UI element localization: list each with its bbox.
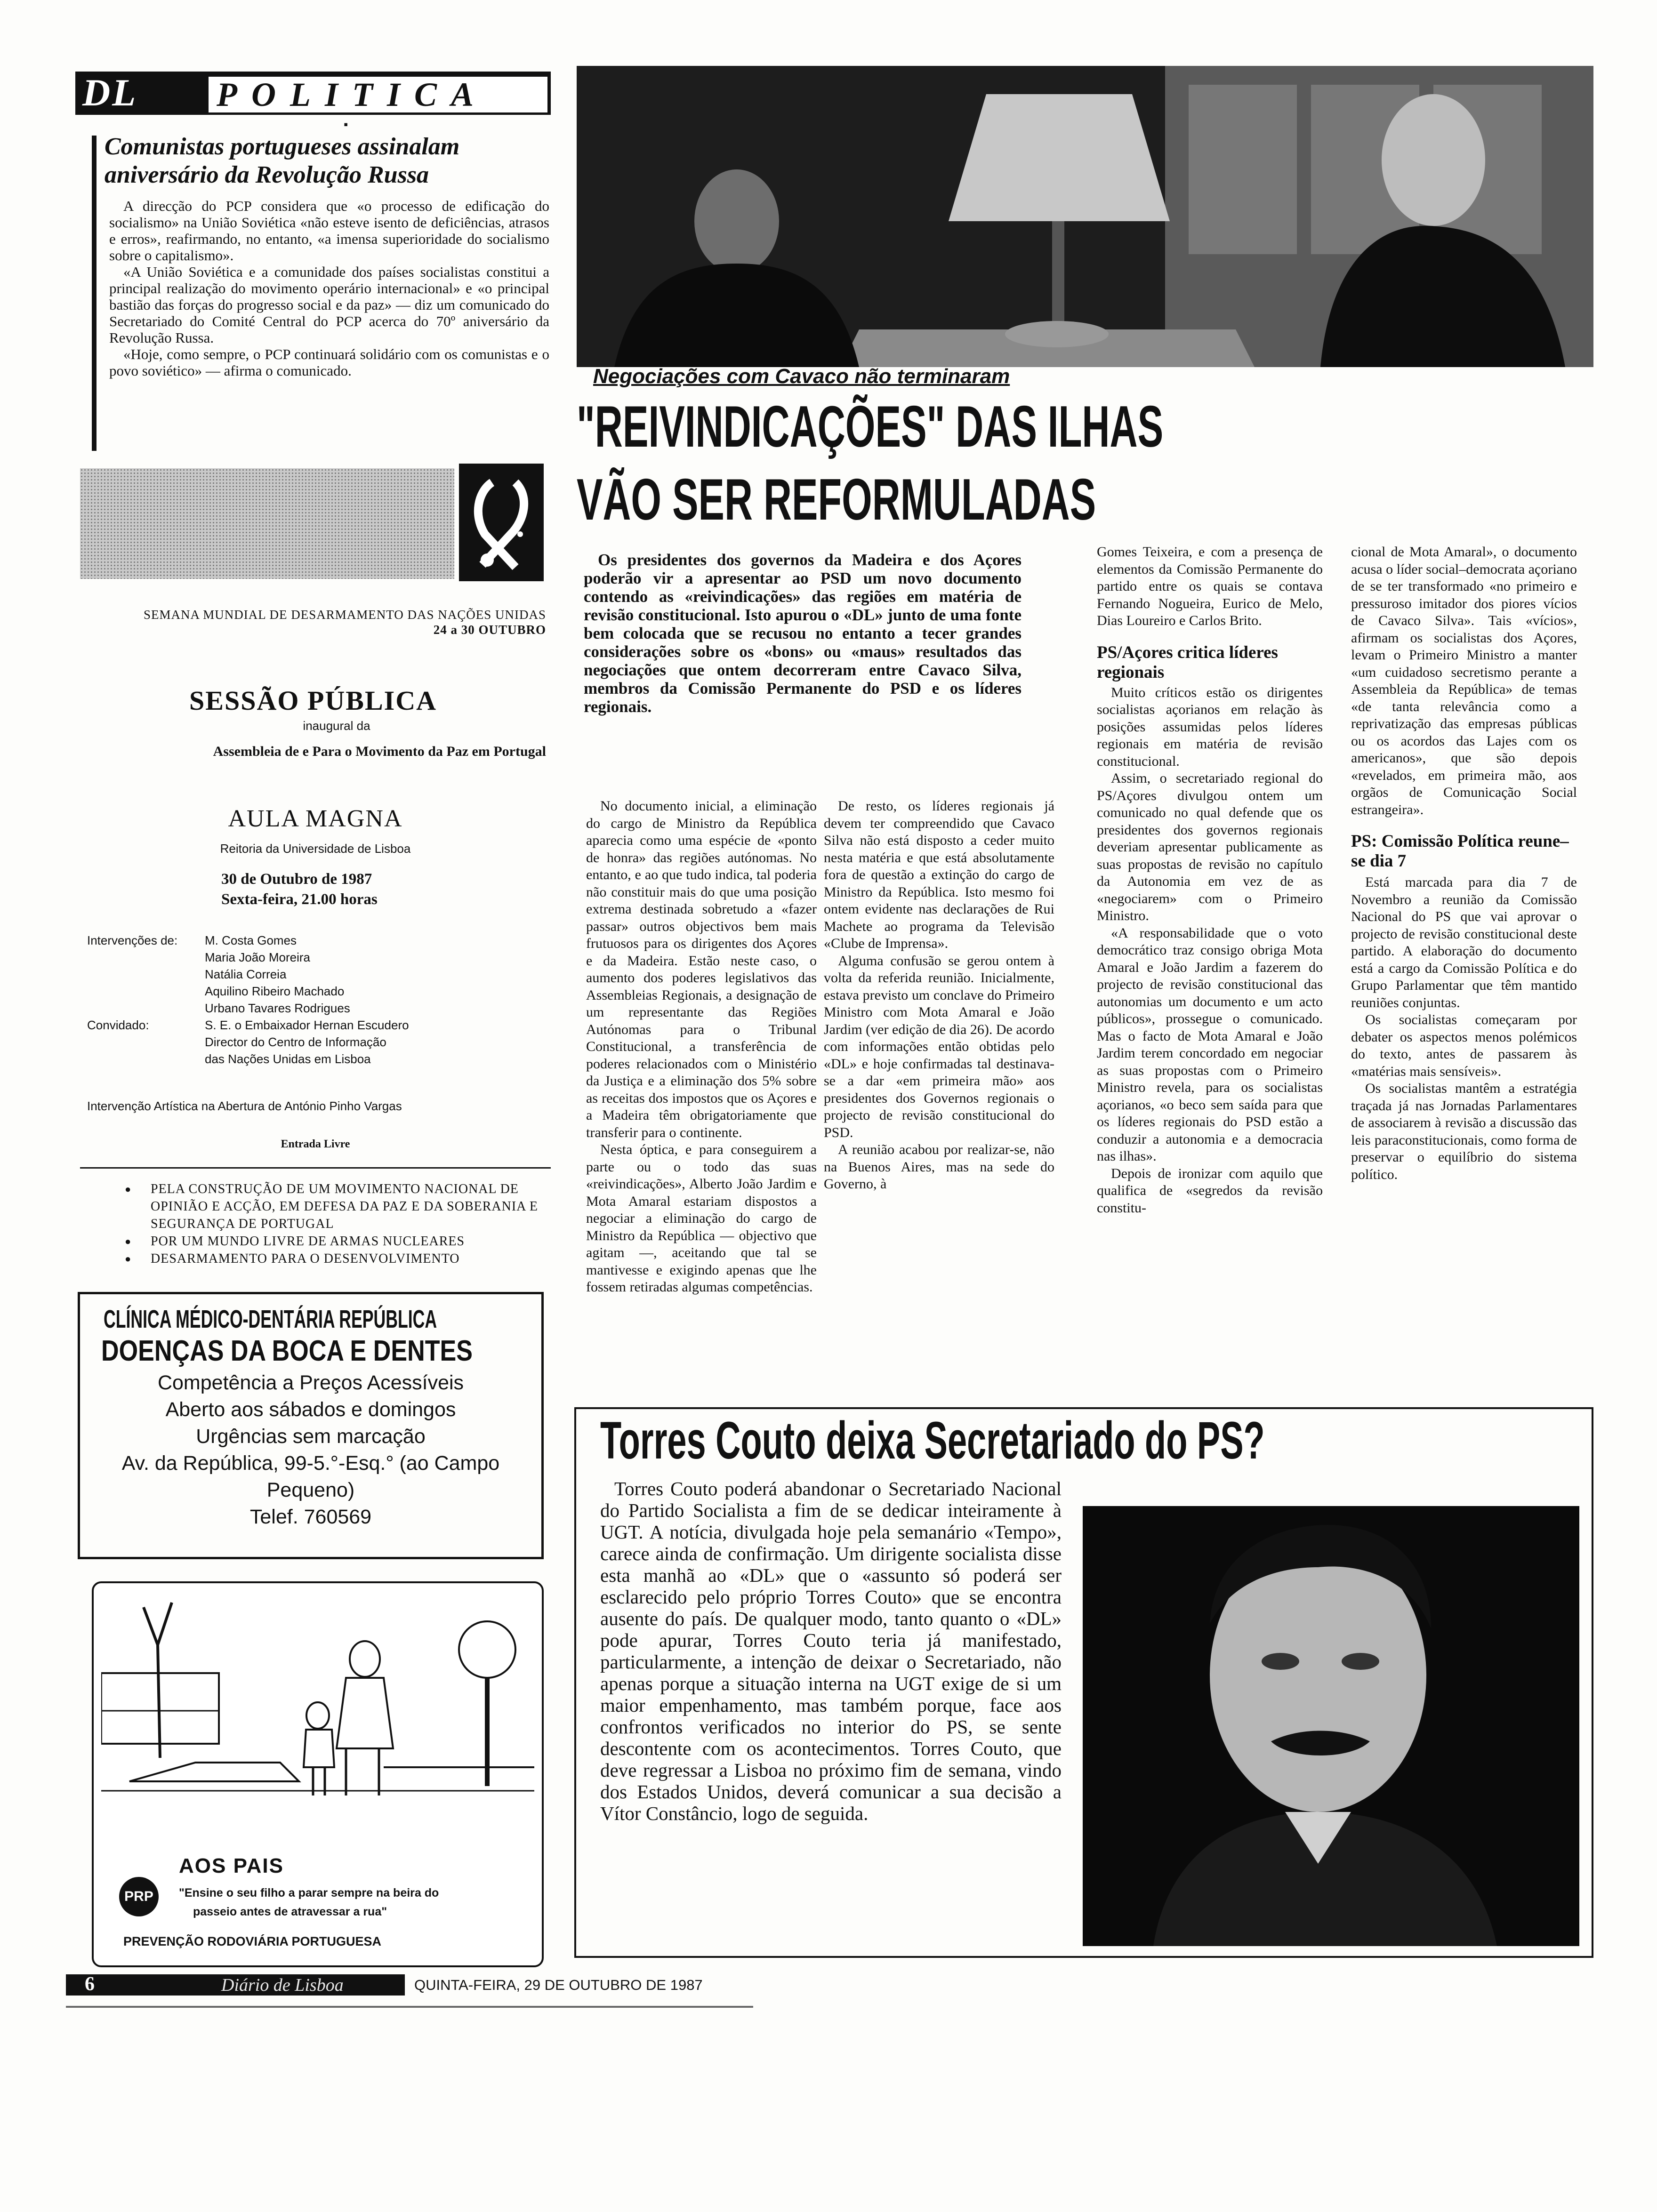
footer-paper-name: Diário de Lisboa xyxy=(221,1975,344,1995)
column-paragraph: Muito críticos estão os dirigentes socialistas açorianos em relação às posições assumidas pelos líderes regionais em matéria de revisão constitucional. xyxy=(1097,684,1323,769)
clinic-line: Urgências sem marcação xyxy=(196,1425,426,1448)
article-lead xyxy=(584,551,1022,716)
bullet-item: ● POR UM MUNDO LIVRE DE ARMAS NUCLEARES xyxy=(80,1233,560,1250)
speaker: Natália Correia xyxy=(205,967,287,981)
clinic-headline: DOENÇAS DA BOCA E DENTES xyxy=(101,1335,473,1367)
guest-line: das Nações Unidas em Lisboa xyxy=(205,1052,371,1066)
page-number: 6 xyxy=(85,1973,95,1995)
subheading-ps-acores: PS/Açores critica líderes regionais xyxy=(1097,642,1278,682)
main-column-2 xyxy=(824,798,1054,1193)
clinic-line: Competência a Preços Acessíveis xyxy=(157,1371,464,1394)
main-column-4 xyxy=(1351,544,1577,1183)
column-paragraph: Alguma confusão se gerou ontem à volta da referida reunião. Inicialmente, estava previsto um conclave do Primeiro Ministro com Mota Amaral e João Jardim (ver edição de dia 26). De acordo com informações então obtidas pelo «DL» e hoje confirmadas tal destinava-se a dar «em primeira mão» aos presidentes dos Governos regionais o projecto de revisão constitucional do PSD. xyxy=(824,953,1054,1140)
column-paragraph: A reunião acabou por realizar-se, não na Buenos Aires, mas na sede do Governo, à xyxy=(824,1142,1054,1192)
column-paragraph: Os socialistas começaram por debater os aspectos menos polémicos do texto, antes de passarem às «matérias mais sensíveis». xyxy=(1351,1012,1577,1079)
prp-footer: PREVENÇÃO RODOVIÁRIA PORTUGUESA xyxy=(123,1934,382,1948)
bullet-item: ● DESARMAMENTO PARA O DESENVOLVIMENTO xyxy=(80,1250,560,1267)
clinic-line: Pequeno) xyxy=(266,1479,355,1501)
footer-rule xyxy=(66,2006,753,2008)
pcp-paragraph: «A União Soviética e a comunidade dos países socialistas constitui a principal realização do movimento operário internacional» e «o principal bastião das forças do progresso social e da paz» — diz um comunicado do Secretariado do Comité Central do PCP acerca do 70º aniversário da Revolução Russa. xyxy=(109,264,549,346)
disarmament-week xyxy=(80,607,546,637)
column-paragraph: Gomes Teixeira, e com a presença de elementos da Comissão Permanente do partido entre os quais se contava Fernando Nogueira, Eurico de Melo, Dias Loureiro e Carlos Brito. xyxy=(1097,544,1323,628)
subheading-ps-comissao: PS: Comissão Política reune–se dia 7 xyxy=(1351,832,1569,871)
venue-name: AULA MAGNA xyxy=(228,805,403,832)
clinic-details xyxy=(78,1370,544,1531)
session-organizer: Assembleia de e Para o Movimento da Paz em Portugal xyxy=(213,744,546,759)
guest-label: Convidado: xyxy=(87,1018,149,1032)
pcp-paragraph: A direcção do PCP considera que «o processo de edificação do socialismo» na União Soviética «não esteve isento de deficiências, atrasos e erros», reafirmando, no entanto, «a imensa superioridade do socialismo sobre o capitalismo». xyxy=(109,198,549,264)
pcp-paragraph: «Hoje, como sempre, o PCP continuará solidário com os comunistas e o povo soviético» — afirma o comunicado. xyxy=(109,346,549,379)
pcp-body xyxy=(109,198,549,379)
lead-paragraph: Os presidentes dos governos da Madeira e dos Açores poderão vir a apresentar ao PSD um novo documento contendo as «reivindicações» das regiões em matéria de revisão constitucional. Isto apurou o «DL» junto de uma fonte bem colocada que se recusou no entanto a tecer grandes considerações sobre os «bons» ou «maus» resultados das negociações que ontem decorreram entre Cavaco Silva, membros da Comissão Permanente do PSD e os líderes regionais. xyxy=(584,551,1022,716)
prp-quote xyxy=(179,1883,439,1921)
speaker: Aquilino Ribeiro Machado xyxy=(205,984,345,998)
column-paragraph: Depois de ironizar com aquilo que qualifica de «segredos da revisão constitu- xyxy=(1097,1165,1323,1216)
prp-quote-line-1: "Ensine o seu filho a parar sempre na beira do xyxy=(179,1886,439,1899)
disarmament-week-line-2: 24 a 30 OUTUBRO xyxy=(433,623,546,637)
column-paragraph: No documento inicial, a eliminação do cargo de Ministro da República aparecia como uma espécie de «ponto de honra» das regiões autónomas. No entanto, e ao que tudo indica, tal poderia não constituir mais do que uma posição extrema destinada sobretudo a «fazer passar» outros objectivos bem mais frutuosos para os dirigentes dos Açores e da Madeira. Estão neste caso, o aumento dos poderes legislativos das Assembleias Regionais, a designação de um representante das Regiões Autónomas para o Tribunal Constitucional, a transferência de poderes relacionados com o Ministério da Justiça e a eliminação dos 5% sobre as receitas dos impostos que os Açores e a Madeira têm obrigatoriamente que transferir para o continente. xyxy=(586,798,817,1140)
section-title: POLITICA xyxy=(217,76,488,113)
guest-line: Director do Centro de Informação xyxy=(205,1035,386,1049)
column-paragraph: Assim, o secretariado regional do PS/Açores divulgou ontem um comunicado no qual defende que os presidentes dos governos regionais deveriam apresentar publicamente as suas propostas de revisão no capítulo da Autonomia em vez de as «negociarem» com o Primeiro Ministro. xyxy=(1097,770,1323,923)
column-paragraph: Está marcada para dia 7 de Novembro a reunião da Comissão Nacional do PS que vai aprovar o projecto de revisão constitucional deste partido. A elaboração do documento está a cargo da Comissão Política e do Grupo Parlamentar que têm mantido reuniões conjuntas. xyxy=(1351,874,1577,1010)
peace-bullets xyxy=(80,1180,560,1267)
torres-paragraph: Torres Couto poderá abandonar o Secretariado Nacional do Partido Socialista a fim de se dedicar inteiramente à UGT. A notícia, divulgada hoje pela semanário «Tempo», carece ainda de confirmação. Um dirigente socialista disse esta manhã ao «DL» que o «assunto só poderá ser esclarecido pelo próprio Torres Couto» que se encontra ausente do país. De qualquer modo, tanto quanto o «DL» pode apurar, Torres Couto teria já manifestado, particularmente, a intenção de deixar o Secretariado, não apenas porque a situação interna na UGT exige de si um maior empenhamento, mas também porque, face aos confrontos verificados no interior do PS, se sente descontente com os acontecimentos. Torres Couto, que deve regressar a Lisboa no próximo fim de semana, vindo dos Estados Unidos, deverá comunicar a sua decisão a Vítor Constâncio, logo de seguida. xyxy=(600,1478,1062,1824)
pcp-rule xyxy=(92,136,97,451)
clinic-line: Aberto aos sábados e domingos xyxy=(165,1398,456,1421)
column-paragraph: De resto, os líderes regionais já devem ter compreendido que Cavaco Silva não está disposto a ceder muito nesta matéria e que está absolutamente fora de questão a extinção do cargo de Ministro da República. Isto mesmo foi ontem evidente nas declarações de Rui Machete ao programa da Televisão «Clube de Imprensa». xyxy=(824,798,1054,951)
negotiations-photo xyxy=(577,66,1593,367)
torres-body xyxy=(600,1478,1062,1824)
article-kicker: Negociações com Cavaco não terminaram xyxy=(593,365,1010,388)
artistic-intervention: Intervenção Artística na Abertura de António Pinho Vargas xyxy=(87,1099,402,1113)
prp-illustration xyxy=(101,1593,534,1861)
torres-portrait xyxy=(1083,1506,1579,1946)
pcp-headline xyxy=(105,133,552,189)
header-accent-mark: ▪ xyxy=(344,118,348,131)
prp-logo-text: PRP xyxy=(124,1889,153,1904)
speakers-block xyxy=(87,932,548,1067)
prp-heading: AOS PAIS xyxy=(179,1854,284,1877)
paper-logo: DL xyxy=(82,71,138,114)
session-subtitle: inaugural da xyxy=(303,719,370,733)
column-paragraph: «A responsabilidade que o voto democrático traz consigo obriga Mota Amaral e João Jardim a fazerem do projecto de revisão constitucional das autonomias um documento e um acto públicos», prossegue o comunicado. Mas o facto de Mota Amaral e João Jardim terem concordado em negociar as suas propostas com o Primeiro Ministro revela, para os socialistas açorianos, «o beco sem saída para que os líderes regionais do PSD estão a conduzir a autonomia e a democracia nas ilhas». xyxy=(1097,925,1323,1164)
column-paragraph: Os socialistas mantêm a estratégia traçada já nas Jornadas Parlamentares de associarem à revisão a discussão das leis paraconstitucionais, como forma de preservar o equilíbrio do sistema político. xyxy=(1351,1081,1577,1182)
main-column-1 xyxy=(586,798,817,1296)
pcp-headline-line-2: aniversário da Revolução Russa xyxy=(105,161,429,188)
speaker: Urbano Tavares Rodrigues xyxy=(205,1001,350,1015)
main-column-3 xyxy=(1097,544,1323,1217)
torres-headline: Torres Couto deixa Secretariado do PS? xyxy=(600,1411,1265,1470)
session-title: SESSÃO PÚBLICA xyxy=(189,685,437,716)
main-headline-line-2: VÃO SER REFORMULADAS xyxy=(577,467,1096,532)
bullet-item: ● PELA CONSTRUÇÃO DE UM MOVIMENTO NACIONAL DE OPINIÃO E ACÇÃO, EM DEFESA DA PAZ E DA SOBERANIA E SEGURANÇA DE PORTUGAL xyxy=(80,1180,560,1233)
main-headline-line-1: "REIVINDICAÇÕES" DAS ILHAS xyxy=(577,394,1164,459)
speaker: M. Costa Gomes xyxy=(205,933,297,947)
column-paragraph: cional de Mota Amaral», o documento acusa o líder social–democrata açoriano de se ter transformado «no primeiro e pressuroso imitador dos piores vícios de Cavaco Silva». Tais «vícios», afirmam os socialistas dos Açores, levam o Primeiro Ministro a manter «um cuidadoso secretismo perante a Assembleia da República» de temas «de tanta relevância como a reprivatização das empresas públicas ou os acordos das Lajes com os americanos», que são depois «revelados, em primeira mão, aos orgãos de Comunicação Social estrangeira». xyxy=(1351,544,1577,817)
clinic-name: CLÍNICA MÉDICO-DENTÁRIA REPÚBLICA xyxy=(104,1305,437,1333)
speakers-label: Intervenções de: xyxy=(87,933,178,947)
peace-halftone-banner xyxy=(80,468,454,579)
clinic-line: Telef. 760569 xyxy=(249,1506,372,1528)
speaker: Maria João Moreira xyxy=(205,950,310,964)
peace-ad-divider xyxy=(80,1167,551,1169)
peace-symbol-icon xyxy=(459,464,544,581)
session-time: Sexta-feira, 21.00 horas xyxy=(221,891,378,908)
disarmament-week-line-1: SEMANA MUNDIAL DE DESARMAMENTO DAS NAÇÕES UNIDAS xyxy=(143,608,546,622)
prp-quote-line-2: passeio antes de atravessar a rua" xyxy=(193,1905,387,1918)
clinic-line: Av. da República, 99-5.°-Esq.° (ao Campo xyxy=(121,1452,500,1475)
pcp-headline-line-1: Comunistas portugueses assinalam xyxy=(105,133,460,160)
column-paragraph: Nesta óptica, e para conseguirem a parte ou o todo das suas «reivindicações», Alberto João Jardim e Mota Amaral estariam dispostos a negociar a eliminação do cargo de Ministro da República — objectivo que agitam —, aceitando que tal se mantivesse e exigindo apenas que lhe fossem retiradas algumas competências. xyxy=(586,1142,817,1295)
venue-subtitle: Reitoria da Universidade de Lisboa xyxy=(220,842,411,856)
session-date: 30 de Outubro de 1987 xyxy=(221,871,372,888)
guest-line: S. E. o Embaixador Hernan Escudero xyxy=(205,1018,409,1032)
footer-date: QUINTA-FEIRA, 29 DE OUTUBRO DE 1987 xyxy=(414,1977,703,1993)
entry-info: Entrada Livre xyxy=(281,1138,350,1150)
